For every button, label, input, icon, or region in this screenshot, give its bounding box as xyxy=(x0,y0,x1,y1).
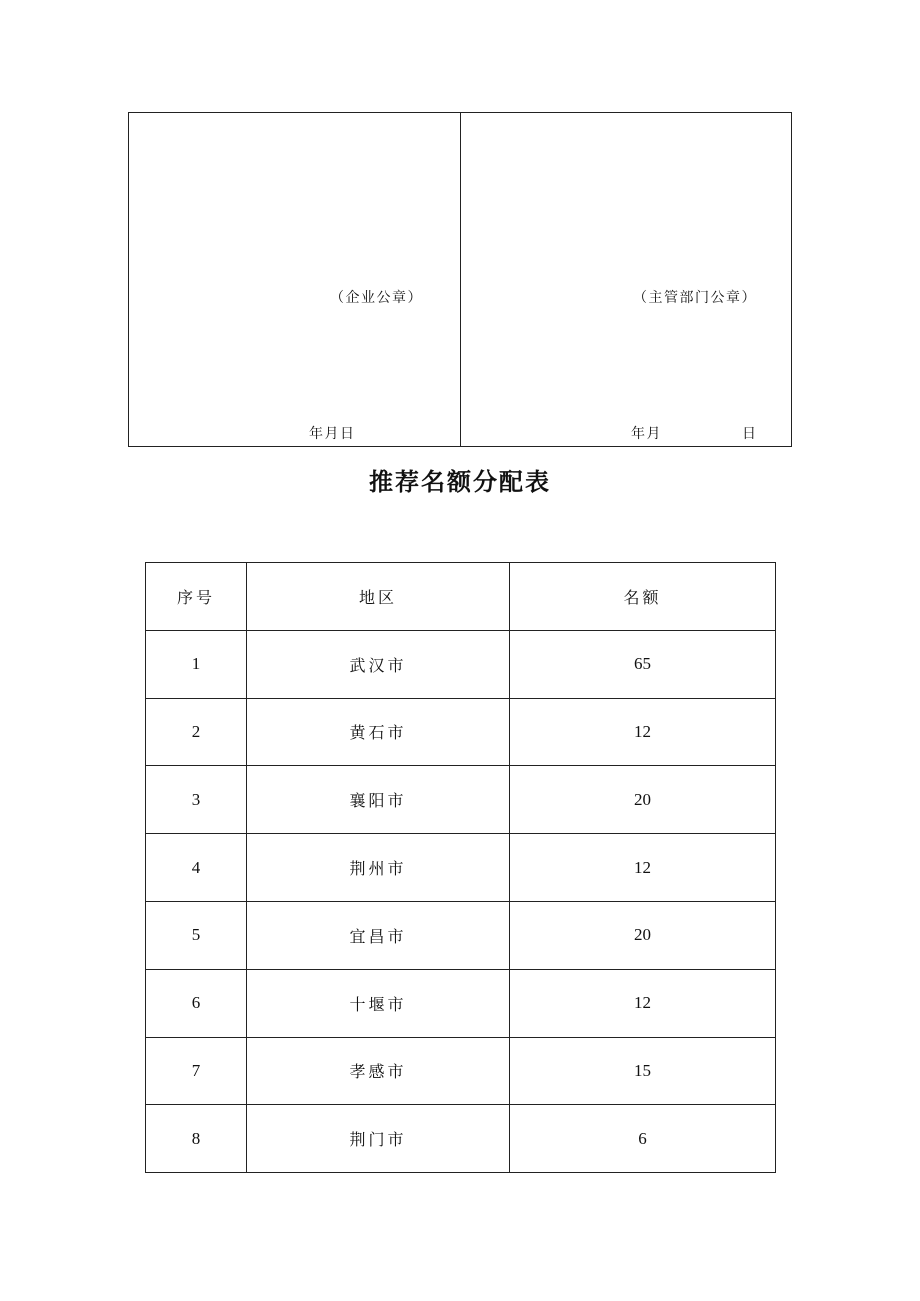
row-region: 宜昌市 xyxy=(247,901,510,969)
table-row xyxy=(146,766,776,834)
row-no: 7 xyxy=(146,1037,247,1105)
header-quota: 名额 xyxy=(510,563,776,631)
row-quota: 65 xyxy=(510,630,776,698)
row-no: 3 xyxy=(146,766,247,834)
table-row xyxy=(146,1105,776,1173)
row-region: 荆州市 xyxy=(247,834,510,902)
row-quota: 12 xyxy=(510,969,776,1037)
table-row xyxy=(146,698,776,766)
table-row xyxy=(146,969,776,1037)
row-quota: 20 xyxy=(510,901,776,969)
header-region: 地区 xyxy=(247,563,510,631)
enterprise-seal-cell xyxy=(129,113,461,446)
row-region: 十堰市 xyxy=(247,969,510,1037)
row-quota: 15 xyxy=(510,1037,776,1105)
enterprise-seal-label: （企业公章） xyxy=(330,291,423,306)
authority-date-year-month: 年月 xyxy=(631,427,662,442)
enterprise-date-label: 年月日 xyxy=(309,427,356,442)
row-no: 2 xyxy=(146,698,247,766)
row-no: 8 xyxy=(146,1105,247,1173)
table-row xyxy=(146,630,776,698)
row-no: 1 xyxy=(146,630,247,698)
table-header-row xyxy=(146,563,776,631)
authority-seal-label: （主管部门公章） xyxy=(633,291,757,306)
row-quota: 6 xyxy=(510,1105,776,1173)
authority-seal-cell xyxy=(461,113,791,446)
row-quota: 12 xyxy=(510,834,776,902)
table-row xyxy=(146,1037,776,1105)
table-row xyxy=(146,901,776,969)
row-quota: 12 xyxy=(510,698,776,766)
row-no: 5 xyxy=(146,901,247,969)
authority-date-day: 日 xyxy=(742,427,758,442)
row-no: 6 xyxy=(146,969,247,1037)
table-row xyxy=(146,834,776,902)
quota-allocation-table xyxy=(145,562,776,1173)
row-region: 黄石市 xyxy=(247,698,510,766)
row-no: 4 xyxy=(146,834,247,902)
signature-box xyxy=(128,112,792,447)
header-no: 序号 xyxy=(146,563,247,631)
row-quota: 20 xyxy=(510,766,776,834)
row-region: 孝感市 xyxy=(247,1037,510,1105)
row-region: 襄阳市 xyxy=(247,766,510,834)
page-title: 推荐名额分配表 xyxy=(369,468,551,496)
row-region: 武汉市 xyxy=(247,630,510,698)
row-region: 荆门市 xyxy=(247,1105,510,1173)
